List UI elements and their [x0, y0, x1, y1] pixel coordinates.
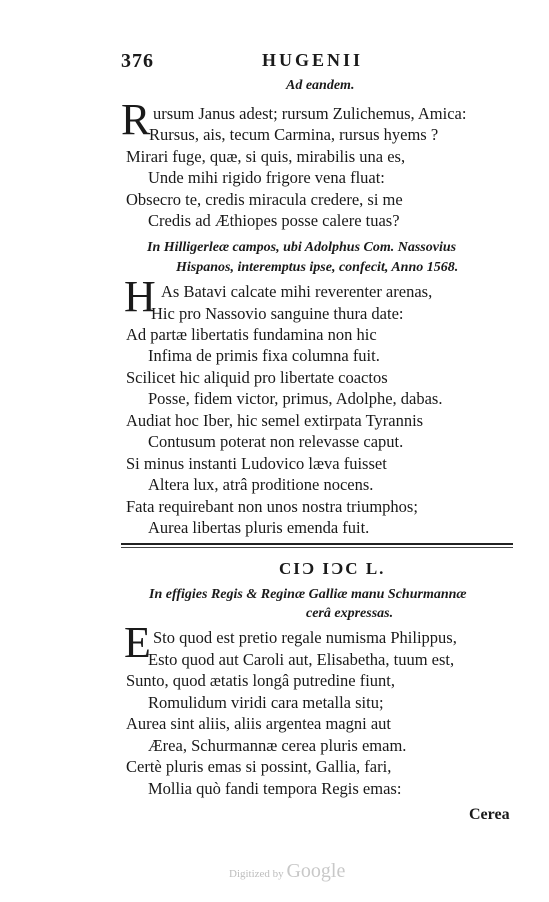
poem1-line-5: Obsecro te, credis miracula credere, si me — [126, 190, 403, 209]
poem3-line-3: Sunto, quod ætatis longâ putredine fiunt, — [126, 671, 396, 690]
poem2-line-1: As Batavi calcate mihi reverenter arenas, — [161, 282, 433, 301]
poem2-line-8: Contusum poterat non relevasse caput. — [148, 432, 404, 451]
poem3-line-1: Sto quod est pretio regale numisma Philippus, — [153, 628, 457, 647]
digitized-watermark — [229, 860, 345, 883]
poem3-line-5: Aurea sint aliis, aliis argentea magni aut — [126, 714, 391, 733]
poem3-line-6: Ærea, Schurmannæ cerea pluris emam. — [148, 736, 407, 755]
poem2-line-4: Infima de primis fixa columna fuit. — [148, 346, 380, 365]
poem2-line-2: Hic pro Nassovio sanguine thura date: — [151, 304, 404, 323]
poem2-caption-line-1: In Hilligerleæ campos, ubi Adolphus Com. Nassovius — [147, 240, 457, 255]
poem3-line-4: Romulidum viridi cara metalla situ; — [148, 693, 384, 712]
poem2-dropcap: H — [124, 272, 156, 321]
poem1-line-4: Unde mihi rigido frigore vena fluat: — [148, 168, 385, 187]
poem1-dropcap: R — [121, 95, 151, 144]
poem2-line-6: Posse, fidem victor, primus, Adolphe, dabas. — [148, 389, 443, 408]
poem3-caption-line-2: cerâ expressas. — [306, 606, 394, 621]
poem2-caption-line-2: Hispanos, interemptus ipse, confecit, Anno 1568. — [176, 260, 459, 275]
running-title: HUGENII — [262, 50, 364, 70]
poem3-dropcap: E — [124, 618, 151, 667]
poem2-line-5: Scilicet hic aliquid pro libertate coactos — [126, 368, 388, 387]
poem2-line-7: Audiat hoc Iber, hic semel extirpata Tyrannis — [126, 411, 424, 430]
watermark-prefix: Digitized by — [229, 868, 284, 880]
poem1-line-6: Credis ad Æthiopes posse calere tuas? — [148, 211, 400, 230]
poem2-line-10: Altera lux, atrâ proditione nocens. — [148, 475, 374, 494]
poem1-line-1: ursum Janus adest; rursum Zulichemus, Amica: — [153, 104, 467, 123]
poem3-line-7: Certè pluris emas si possint, Gallia, fari, — [126, 757, 392, 776]
poem1-line-2: Rursus, ais, tecum Carmina, rursus hyems ? — [149, 125, 439, 144]
page-number: 376 — [121, 50, 154, 72]
section-number: CIƆ IƆC L. — [279, 559, 386, 578]
poem3-line-8: Mollia quò fandi tempora Regis emas: — [148, 779, 402, 798]
section-rule — [121, 543, 513, 545]
poem1-heading: Ad eandem. — [286, 78, 355, 93]
poem2-line-12: Aurea libertas pluris emenda fuit. — [148, 518, 370, 537]
poem3-line-2: Esto quod aut Caroli aut, Elisabetha, tuum est, — [148, 650, 455, 669]
poem1-line-3: Mirari fuge, quæ, si quis, mirabilis una es, — [126, 147, 406, 166]
catchword: Cerea — [469, 806, 510, 823]
poem2-line-3: Ad partæ libertatis fundamina non hic — [126, 325, 377, 344]
poem3-caption-line-1: In effigies Regis & Reginæ Galliæ manu Schurmannæ — [149, 587, 467, 602]
section-rule-thin — [121, 547, 513, 548]
watermark-brand: Google — [286, 860, 346, 882]
poem2-line-9: Si minus instanti Ludovico læva fuisset — [126, 454, 387, 473]
poem2-line-11: Fata requirebant non unos nostra triumphos; — [126, 497, 418, 516]
